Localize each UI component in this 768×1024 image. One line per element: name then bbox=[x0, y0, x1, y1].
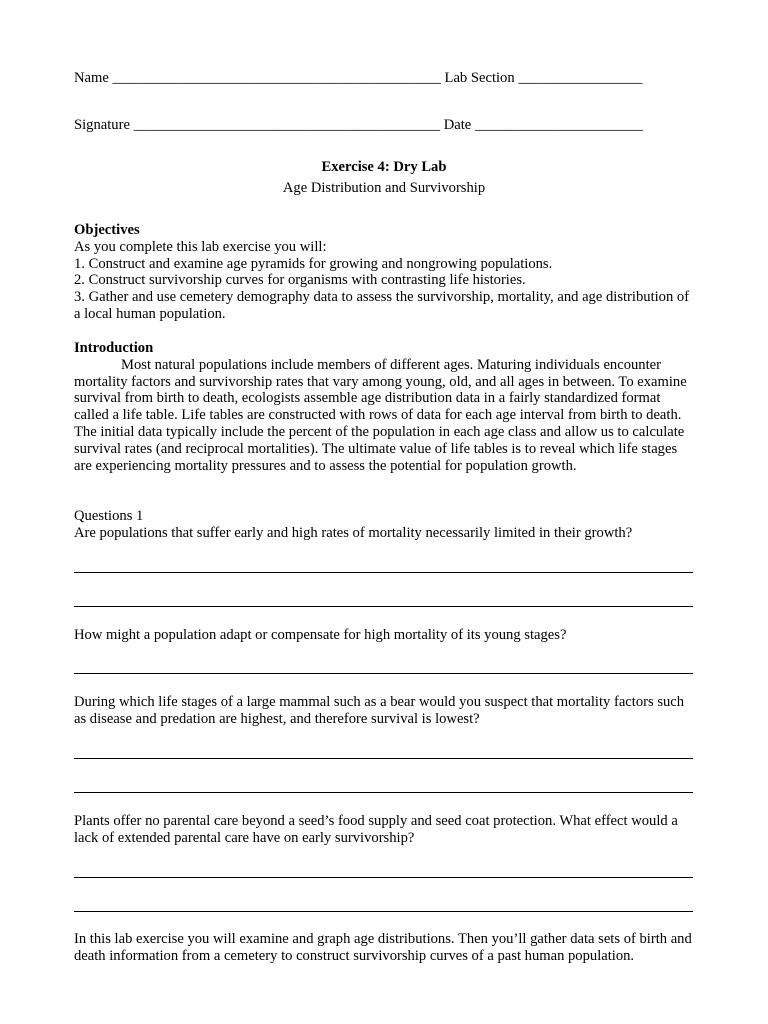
answer-line[interactable] bbox=[74, 877, 693, 878]
questions-heading: Questions 1 bbox=[74, 508, 144, 524]
introduction-section bbox=[74, 340, 696, 474]
objectives-intro: As you complete this lab exercise you will: bbox=[74, 238, 327, 255]
objective-item: 1. Construct and examine age pyramids for growing and nongrowing populations. bbox=[74, 255, 553, 272]
introduction-heading: Introduction bbox=[74, 340, 154, 356]
page-title: Exercise 4: Dry Lab bbox=[321, 159, 447, 175]
answer-line[interactable] bbox=[74, 606, 693, 607]
question-text: Are populations that suffer early and high rates of mortality necessarily limited in their growth? bbox=[74, 525, 633, 541]
question-text: How might a population adapt or compensate for high mortality of its young stages? bbox=[74, 627, 567, 643]
answer-line[interactable] bbox=[74, 572, 693, 573]
signature-label: Signature bbox=[74, 117, 130, 133]
name-label: Name bbox=[74, 70, 109, 86]
lab-section-blank[interactable]: _________________ bbox=[518, 70, 643, 86]
date-blank[interactable]: _______________________ bbox=[474, 117, 643, 133]
objective-item: 2. Construct survivorship curves for organisms with contrasting life histories. bbox=[74, 272, 526, 289]
answer-line[interactable] bbox=[74, 792, 693, 793]
answer-line[interactable] bbox=[74, 673, 693, 674]
objectives-section bbox=[74, 222, 696, 323]
date-label: Date bbox=[443, 117, 472, 133]
question-text: Plants offer no parental care beyond a seed’s food supply and seed coat protection. What effect would a lack of extended parental care have on early survivorship? bbox=[74, 813, 678, 846]
closing-paragraph: In this lab exercise you will examine and graph age distributions. Then you’ll gather data sets of birth and death information from a cemetery to construct survivorship curves of a past human population. bbox=[74, 931, 692, 964]
answer-line[interactable] bbox=[74, 911, 693, 912]
name-blank[interactable]: _____________________________________________ bbox=[112, 70, 441, 86]
signature-blank[interactable]: __________________________________________ bbox=[133, 117, 441, 133]
introduction-text: Most natural populations include members of different ages. Maturing individuals encounter mortality factors and survivorship rates that vary among young, old, and all ages in between. To examine survival from birth to death, ecologists assemble age distribution data in a fairly standardized format called a life table. Life tables are constructed with rows of data for each age interval from birth to death. The initial data typically include the percent of the population in each age class and allow us to calculate survival rates (and reciprocal mortalities). The ultimate value of life tables is to reveal which life stages are experiencing mortality pressures and to assess the potential for population growth. bbox=[74, 356, 687, 474]
answer-line[interactable] bbox=[74, 758, 693, 759]
lab-section-label: Lab Section bbox=[444, 70, 515, 86]
name-field bbox=[74, 70, 642, 87]
objectives-heading: Objectives bbox=[74, 222, 140, 238]
signature-field bbox=[74, 117, 643, 134]
page-subtitle: Age Distribution and Survivorship bbox=[282, 180, 486, 196]
question-text: During which life stages of a large mammal such as a bear would you suspect that mortality factors such as disease and predation are highest, and therefore survival is lowest? bbox=[74, 694, 685, 727]
objective-item: 3. Gather and use cemetery demography data to assess the survivorship, mortality, and age distribution of a local human population. bbox=[74, 289, 690, 322]
